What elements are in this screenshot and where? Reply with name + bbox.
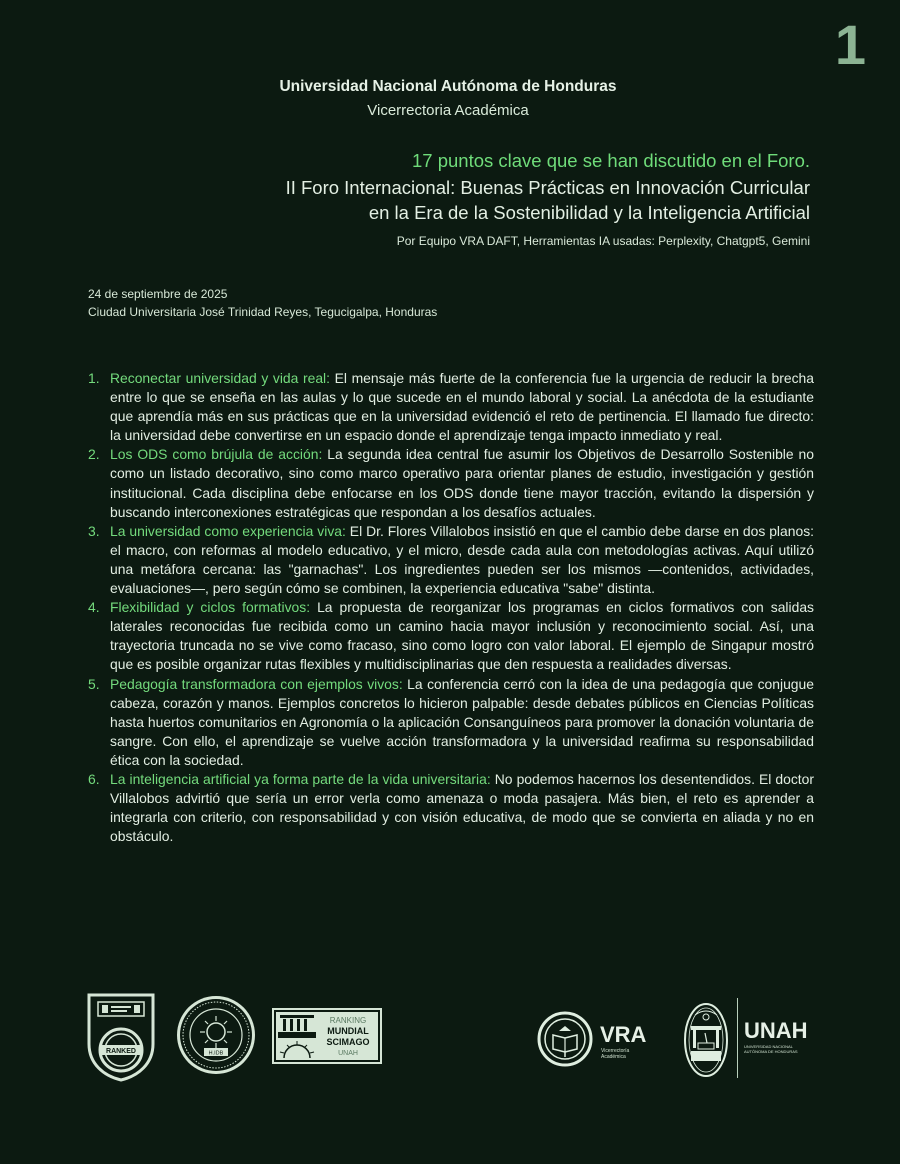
point-title: Reconectar universidad y vida real:	[110, 370, 331, 386]
key-point	[88, 522, 814, 598]
point-number: 3.	[88, 522, 100, 539]
badge-text: RANKED	[106, 1048, 136, 1055]
vra-logo-subtitle	[601, 1048, 629, 1060]
key-point	[88, 770, 814, 846]
point-number: 4.	[88, 599, 100, 616]
seal-text: H.IDB	[208, 1050, 224, 1057]
point-number: 1.	[88, 370, 100, 386]
date: 24 de septiembre de 2025	[88, 287, 228, 301]
vra-sub-line1: Vicerrectoría	[601, 1048, 630, 1054]
point-number: 6.	[88, 770, 100, 787]
ranking-line3: SCIMAGO	[326, 1037, 370, 1047]
point-title: Flexibilidad y ciclos formativos:	[110, 599, 311, 616]
ranking-scimago-logo	[272, 1008, 382, 1064]
unah-logo-text: UNAH	[744, 1018, 808, 1043]
ranked-shield-logo	[86, 992, 156, 1082]
sun-seal-logo	[175, 994, 257, 1076]
date-place	[88, 285, 437, 321]
vra-sub-line2: Académica	[601, 1054, 626, 1060]
key-point	[88, 445, 814, 521]
ranking-line1: RANKING	[329, 1016, 367, 1025]
page-number: 1	[834, 13, 866, 76]
point-title: La universidad como experiencia viva:	[110, 522, 346, 539]
key-point	[88, 675, 814, 770]
point-text: No podemos hacernos los desentendidos. El doctor Villalobos advirtió que sería un error verla como amenaza o moda pasajera. Más bien, el reto es aprender a integrarla con criterio, con responsabilidad y con visión educativa, de modo que se convierta en aliada y no en obstáculo.	[110, 770, 814, 845]
unah-logo-subtitle	[744, 1044, 824, 1054]
document-header	[0, 78, 900, 119]
vra-logo-text: VRA	[600, 1022, 647, 1047]
point-text: El Dr. Flores Villalobos insistió en que el cambio debe darse en dos planos: el macro, con reformas al modelo educativo, y el micro, desde cada aula con metodologías activas. Aquí utilizó una metáfora cercana: las "garnachas". Los ingredientes pueden ser los mismos —contenidos, actividades, evaluaciones—, pero según cómo se combinen, la experiencia educativa "sabe" distinta.	[110, 522, 815, 597]
forum-title-line2: en la Era de la Sostenibilidad y la Inteligencia Artificial	[368, 202, 810, 223]
forum-title-line1: II Foro Internacional: Buenas Prácticas en Innovación Curricular	[285, 177, 810, 198]
vice-rectorate: Vicerrectoria Académica	[367, 102, 529, 119]
unah-crest-logo	[683, 1001, 729, 1079]
point-text: La conferencia cerró con la idea de una pedagogía que conjugue cabeza, corazón y manos. Ejemplos concretos lo hicieron palpable: desde debates públicos en Ciencias Políticas hasta huertos comunitarios en Agronomía o la aplicación Consanguíneos para promover la donación voluntaria de sangre. Con ello, el aprendizaje se vuelve acción transformadora y la universidad reafirma su responsabilidad ética con la sociedad.	[110, 675, 814, 768]
title-block	[286, 150, 810, 248]
place: Ciudad Universitaria José Trinidad Reyes, Tegucigalpa, Honduras	[88, 305, 438, 319]
highlight-title: 17 puntos clave que se han discutido en el Foro.	[411, 150, 810, 171]
point-title: Los ODS como brújula de acción:	[110, 446, 323, 463]
unah-sub-line2: AUTÓNOMA DE HONDURAS	[744, 1049, 798, 1054]
point-title: Pedagogía transformadora con ejemplos vivos:	[110, 675, 403, 692]
logo-divider	[737, 998, 738, 1078]
ranking-line2: MUNDIAL	[327, 1026, 369, 1036]
key-points-list	[88, 369, 814, 846]
key-point	[88, 598, 814, 674]
point-text: La propuesta de reorganizar los programas en ciclos formativos con salidas laterales reconocidas fue recibida como un camino hacia mayor inclusión y reconocimiento social. Así, una trayectoria truncada no se vive como fracaso, sino como logro con valor laboral. El ejemplo de Singapur mostró que es posible organizar rutas flexibles y multidisciplinarias que den respuesta a realidades diversas.	[110, 599, 814, 673]
point-title: La inteligencia artificial ya forma parte de la vida universitaria:	[110, 770, 491, 787]
credits: Por Equipo VRA DAFT, Herramientas IA usadas: Perplexity, Chatgpt5, Gemini	[396, 234, 810, 248]
vra-emblem-icon	[537, 1011, 593, 1067]
point-number: 5.	[88, 675, 100, 692]
point-text: El mensaje más fuerte de la conferencia fue la urgencia de reducir la brecha entre lo que se enseña en las aulas y lo que sucede en el mundo laboral y social. La anécdota de la estudiante que aprendía más en sus prácticas que en la universidad evidenció el reto de pertinencia. El llamado fue directo: la universidad debe convertirse en un espacio donde el aprendizaje tenga impacto inmediato y real.	[110, 370, 814, 444]
key-point	[88, 369, 814, 445]
university-name: Universidad Nacional Autónoma de Honduras	[279, 78, 617, 95]
point-text: La segunda idea central fue asumir los Objetivos de Desarrollo Sostenible no como un listado decorativo, sino como marco operativo para orientar planes de estudio, investigación y gestión institucional. Cada disciplina debe enfocarse en los ODS donde tiene mayor tracción, evitando la dispersión y buscando interconexiones estratégicas que respondan a los desafíos actuales.	[110, 446, 815, 520]
point-number: 2.	[88, 446, 100, 463]
unah-sub-line1: UNIVERSIDAD NACIONAL	[744, 1044, 793, 1049]
ranking-line4: UNAH	[338, 1050, 358, 1057]
